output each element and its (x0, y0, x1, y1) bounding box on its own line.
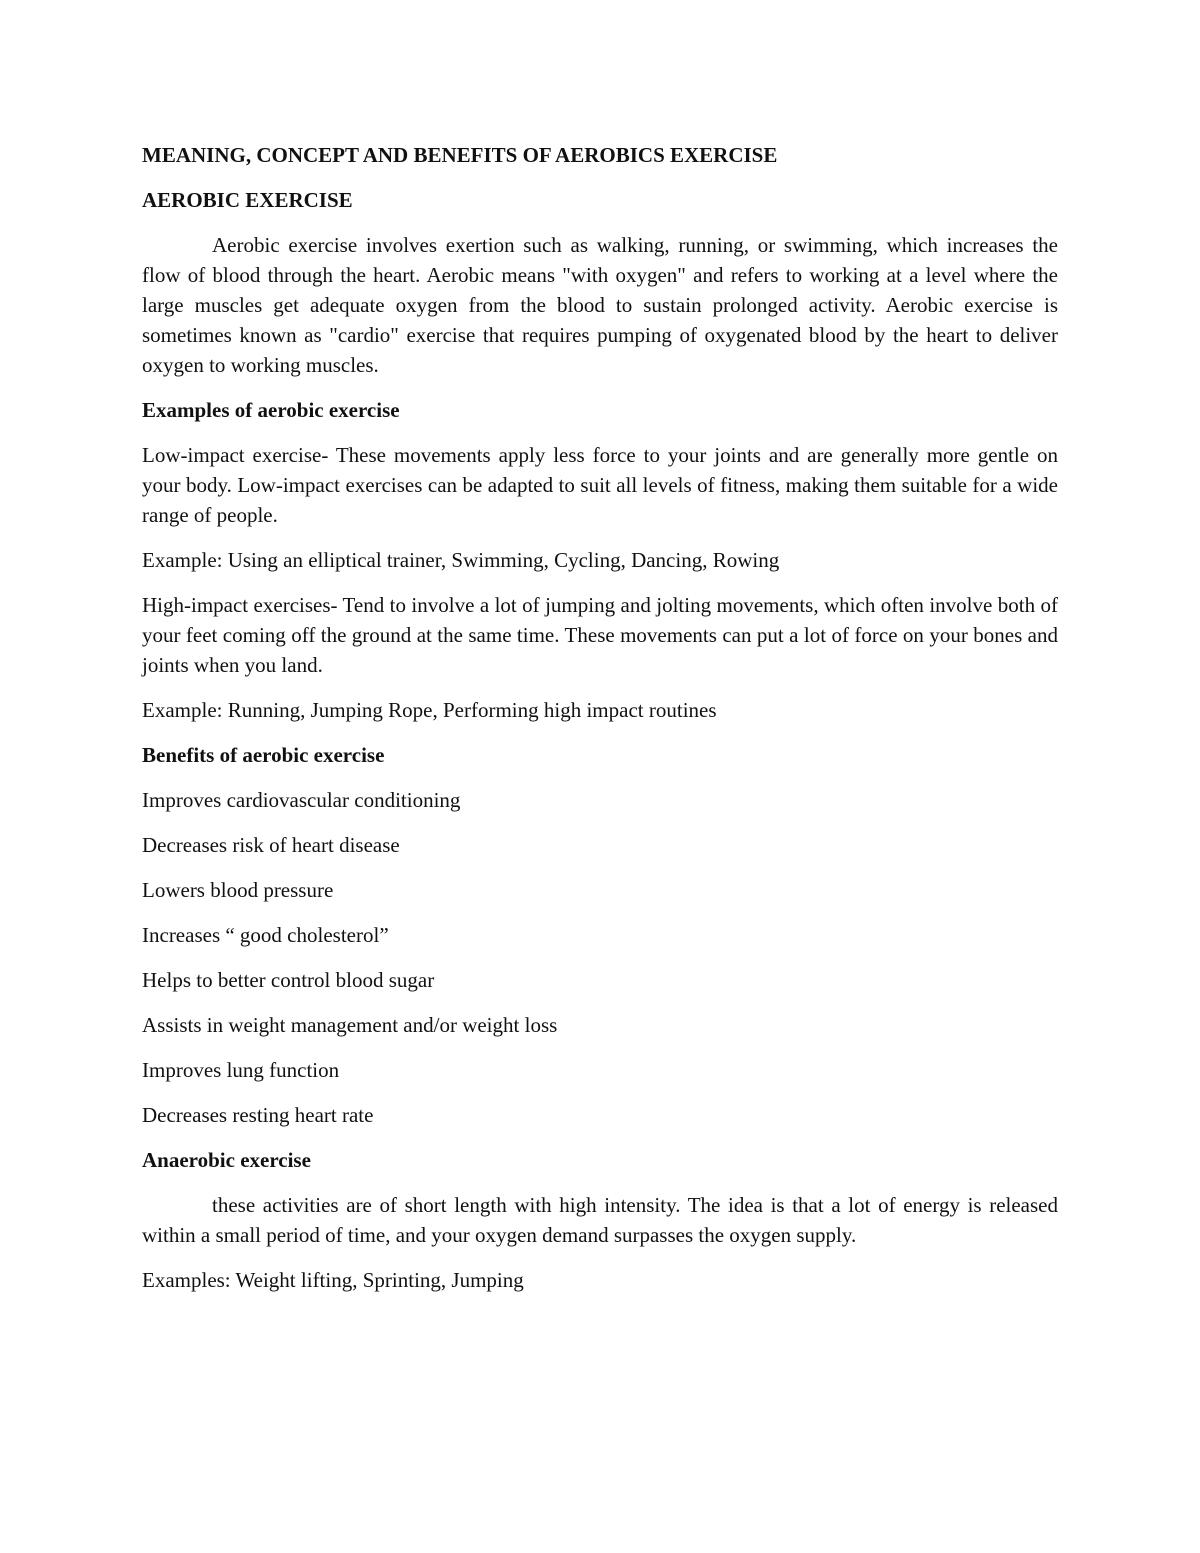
benefit-item: Improves cardiovascular conditioning (142, 788, 461, 812)
benefit-item: Decreases resting heart rate (142, 1103, 374, 1127)
high-impact-examples: Example: Running, Jumping Rope, Performing high impact routines (142, 698, 717, 722)
benefit-item: Helps to better control blood sugar (142, 968, 435, 992)
document-page (142, 140, 1058, 1310)
benefit-item: Lowers blood pressure (142, 878, 334, 902)
anaerobic-exercise-paragraph: these activities are of short length with high intensity. The idea is that a lot of energy is released within a small period of time, and your oxygen demand surpasses the oxygen supply. (142, 1193, 1058, 1247)
benefit-item: Improves lung function (142, 1058, 340, 1082)
low-impact-paragraph: Low-impact exercise- These movements apply less force to your joints and are generally more gentle on your body. Low-impact exercises can be adapted to suit all levels of fitness, making them suitable for a wide range of people. (142, 443, 1058, 527)
benefit-item: Increases “ good cholesterol” (142, 923, 389, 947)
benefit-item: Assists in weight management and/or weight loss (142, 1013, 558, 1037)
document-title: MEANING, CONCEPT AND BENEFITS OF AEROBICS EXERCISE (142, 143, 778, 167)
anaerobic-examples: Examples: Weight lifting, Sprinting, Jumping (142, 1268, 524, 1292)
low-impact-examples: Example: Using an elliptical trainer, Swimming, Cycling, Dancing, Rowing (142, 548, 780, 572)
high-impact-paragraph: High-impact exercises- Tend to involve a lot of jumping and jolting movements, which often involve both of your feet coming off the ground at the same time. These movements can put a lot of force on your bones and joints when you land. (142, 593, 1058, 677)
anaerobic-exercise-heading: Anaerobic exercise (142, 1148, 311, 1172)
examples-heading: Examples of aerobic exercise (142, 398, 400, 422)
benefit-item: Decreases risk of heart disease (142, 833, 400, 857)
aerobic-exercise-paragraph: Aerobic exercise involves exertion such as walking, running, or swimming, which increases the flow of blood through the heart. Aerobic means "with oxygen" and refers to working at a level where the large muscles get adequate oxygen from the blood to sustain prolonged activity. Aerobic exercise is sometimes known as "cardio" exercise that requires pumping of oxygenated blood by the heart to deliver oxygen to working muscles. (142, 233, 1058, 377)
benefits-heading: Benefits of aerobic exercise (142, 743, 385, 767)
aerobic-exercise-heading: AEROBIC EXERCISE (142, 188, 353, 212)
benefits-list (142, 785, 1058, 1130)
